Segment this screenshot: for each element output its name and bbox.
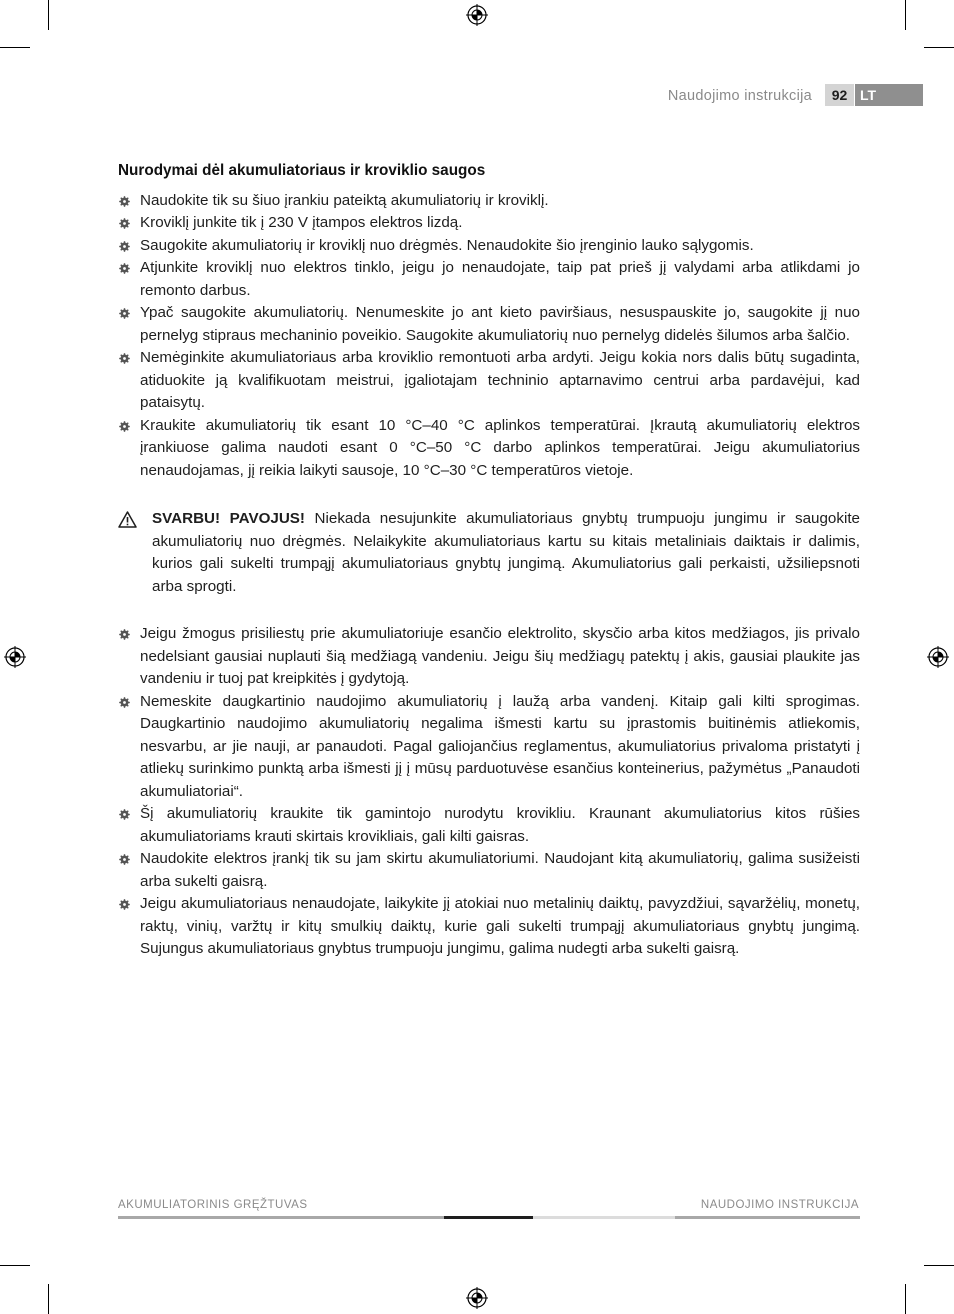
- bullet-icon: [119, 421, 130, 432]
- page-number: 92: [825, 84, 854, 106]
- list-item-text: Nemėginkite akumuliatoriaus arba kroviklio remontuoti arba ardyti. Jeigu kokia nors dalis būtų sugadinta, atiduokite ją kvalifikuotam meistrui, įgaliotajam techninio aptarnavimo centrui arba pardavėjui, kad pataisytų.: [140, 349, 860, 411]
- list-item: [118, 623, 860, 691]
- footer-product-name: AKUMULIATORINIS GRĘŽTUVAS: [118, 1199, 308, 1211]
- list-item: [118, 803, 860, 848]
- header-doc-title: Naudojimo instrukcija: [667, 88, 812, 104]
- safety-list: [118, 623, 860, 961]
- list-item-text: Kraukite akumuliatorių tik esant 10 °C–40 °C aplinkos temperatūrai. Įkrautą akumuliatorių elektros įrankiuose galima naudoti esant 0 °C–50 °C darbo aplinkos temperatūrai. Jeigu akumuliatorius nenaudojamas, jį reikia laikyti sausoje, 10 °C–30 °C temperatūros vietoje.: [140, 416, 860, 479]
- crop-mark: [0, 1265, 30, 1266]
- page-content: [118, 160, 860, 961]
- crop-mark: [924, 47, 954, 48]
- bullet-icon: [119, 196, 130, 207]
- list-item: [118, 347, 860, 415]
- crop-mark: [48, 0, 49, 30]
- bullet-icon: [119, 809, 130, 820]
- footer-rule: [118, 1216, 444, 1219]
- list-item: [118, 893, 860, 961]
- registration-mark-icon: [466, 4, 488, 26]
- footer-rule-highlight: [444, 1216, 533, 1219]
- bullet-icon: [119, 353, 130, 364]
- list-item: [118, 848, 860, 893]
- safety-list: [118, 190, 860, 483]
- crop-mark: [905, 0, 906, 30]
- warning-label: SVARBU! PAVOJUS!: [152, 510, 305, 527]
- list-item-text: Naudokite elektros įrankį tik su jam skirtu akumuliatoriumi. Naudojant kitą akumuliatorių, galima susižeisti arba sukelti gaisrą.: [140, 850, 860, 890]
- list-item-text: Saugokite akumuliatorių ir kroviklį nuo drėgmės. Nenaudokite šio įrenginio lauko sąlygomis.: [140, 236, 754, 254]
- registration-mark-icon: [466, 1287, 488, 1309]
- bullet-icon: [119, 218, 130, 229]
- list-item-text: Nemeskite daugkartinio naudojimo akumuliatorių į laužą arba vandenį. Kitaip gali kilti sprogimas. Daugkartinio naudojimo akumuliatorių negalima išmesti kartu su įprastomis buitinėmis atliekomis, nesvarbu, ar jie nauji, ar panaudoti. Pagal galiojančius reglamentus, akumuliatorius privaloma pristatyti į atliekų surinkimo punktą arba išmesti jį į mūsų parduotuvėse esančius konteinerius, pažymėtus „Panaudoti akumuliatoriai“.: [140, 692, 860, 800]
- bullet-icon: [119, 241, 130, 252]
- crop-mark: [48, 1284, 49, 1314]
- list-item: [118, 691, 860, 804]
- language-badge: LT: [855, 84, 923, 106]
- list-item-text: Šį akumuliatorių kraukite tik gamintojo nurodytu krovikliu. Kraunant akumuliatorius kitos rūšies akumuliatoriams krauti skirtais krovikliais, gali kilti gaisras.: [140, 805, 860, 845]
- list-item: [118, 235, 860, 258]
- list-item-text: Naudokite tik su šiuo įrankiu pateiktą akumuliatorių ir kroviklį.: [140, 191, 549, 209]
- bullet-icon: [119, 697, 130, 708]
- list-item-text: Ypač saugokite akumuliatorių. Nenumeskite jo ant kieto paviršiaus, nesuspauskite jo, saugokite jį nuo pernelyg stipraus mechaninio poveikio. Saugokite akumuliatorių nuo pernelyg didelės šilumos arba šalčio.: [140, 304, 860, 344]
- bullet-icon: [119, 629, 130, 640]
- list-item-text: Kroviklį junkite tik į 230 V įtampos elektros lizdą.: [140, 214, 463, 231]
- bullet-icon: [119, 263, 130, 274]
- registration-mark-icon: [927, 646, 949, 668]
- list-item: [118, 257, 860, 302]
- list-item: [118, 190, 860, 213]
- warning-block: [118, 508, 860, 598]
- crop-mark: [0, 47, 30, 48]
- registration-mark-icon: [4, 646, 26, 668]
- section-title: Nurodymai dėl akumuliatoriaus ir kroviklio saugos: [118, 162, 486, 179]
- list-item: [118, 212, 860, 235]
- bullet-icon: [119, 899, 130, 910]
- bullet-icon: [119, 308, 130, 319]
- crop-mark: [905, 1284, 906, 1314]
- crop-mark: [924, 1265, 954, 1266]
- bullet-icon: [119, 854, 130, 865]
- list-item-text: Jeigu žmogus prisiliestų prie akumuliatoriuje esančio elektrolito, skysčio arba kitos medžiagos, jis privalo nedelsiant gausiai nuplauti šią medžiagą vandeniu. Jeigu šių medžiagų patektų į akis, gausiai plaukite jas vandeniu ir tuoj pat kreipkitės į gydytoją.: [140, 625, 860, 687]
- list-item-text: Atjunkite kroviklį nuo elektros tinklo, jeigu jo nenaudojate, taip pat prieš jį valydami arba atlikdami jo remonto darbus.: [140, 259, 860, 299]
- footer-rule: [533, 1216, 675, 1219]
- warning-triangle-icon: [118, 511, 137, 528]
- list-item: [118, 302, 860, 347]
- warning-text: Niekada nesujunkite akumuliatoriaus gnybtų trumpuoju jungimu ir saugokite akumuliatorių nuo drėgmės. Nelaikykite akumuliatoriaus kartu su kitais metaliniais daiktais ir dalimis, kurios gali sukelti trumpąjį akumuliatoriaus gnybtų jungimą. Akumuliatorius gali perkaisti, užsiliepsnoti arba sprogti.: [152, 510, 861, 595]
- list-item-text: Jeigu akumuliatoriaus nenaudojate, laikykite jį atokiai nuo metalinių daiktų, pavyzdžiui, sąvaržėlių, monetų, raktų, vinių, varžtų ir kitų smulkių daiktų, kurie gali sukelti trumpąjį akumuliatoriaus gnybtų jungimą. Sujungus akumuliatoriaus gnybtus trumpuoju jungimu, galima nudegti arba sukelti gaisrą.: [140, 895, 860, 957]
- footer-doc-type: NAUDOJIMO INSTRUKCIJA: [700, 1199, 859, 1211]
- list-item: [118, 415, 860, 483]
- footer-rule: [675, 1216, 860, 1219]
